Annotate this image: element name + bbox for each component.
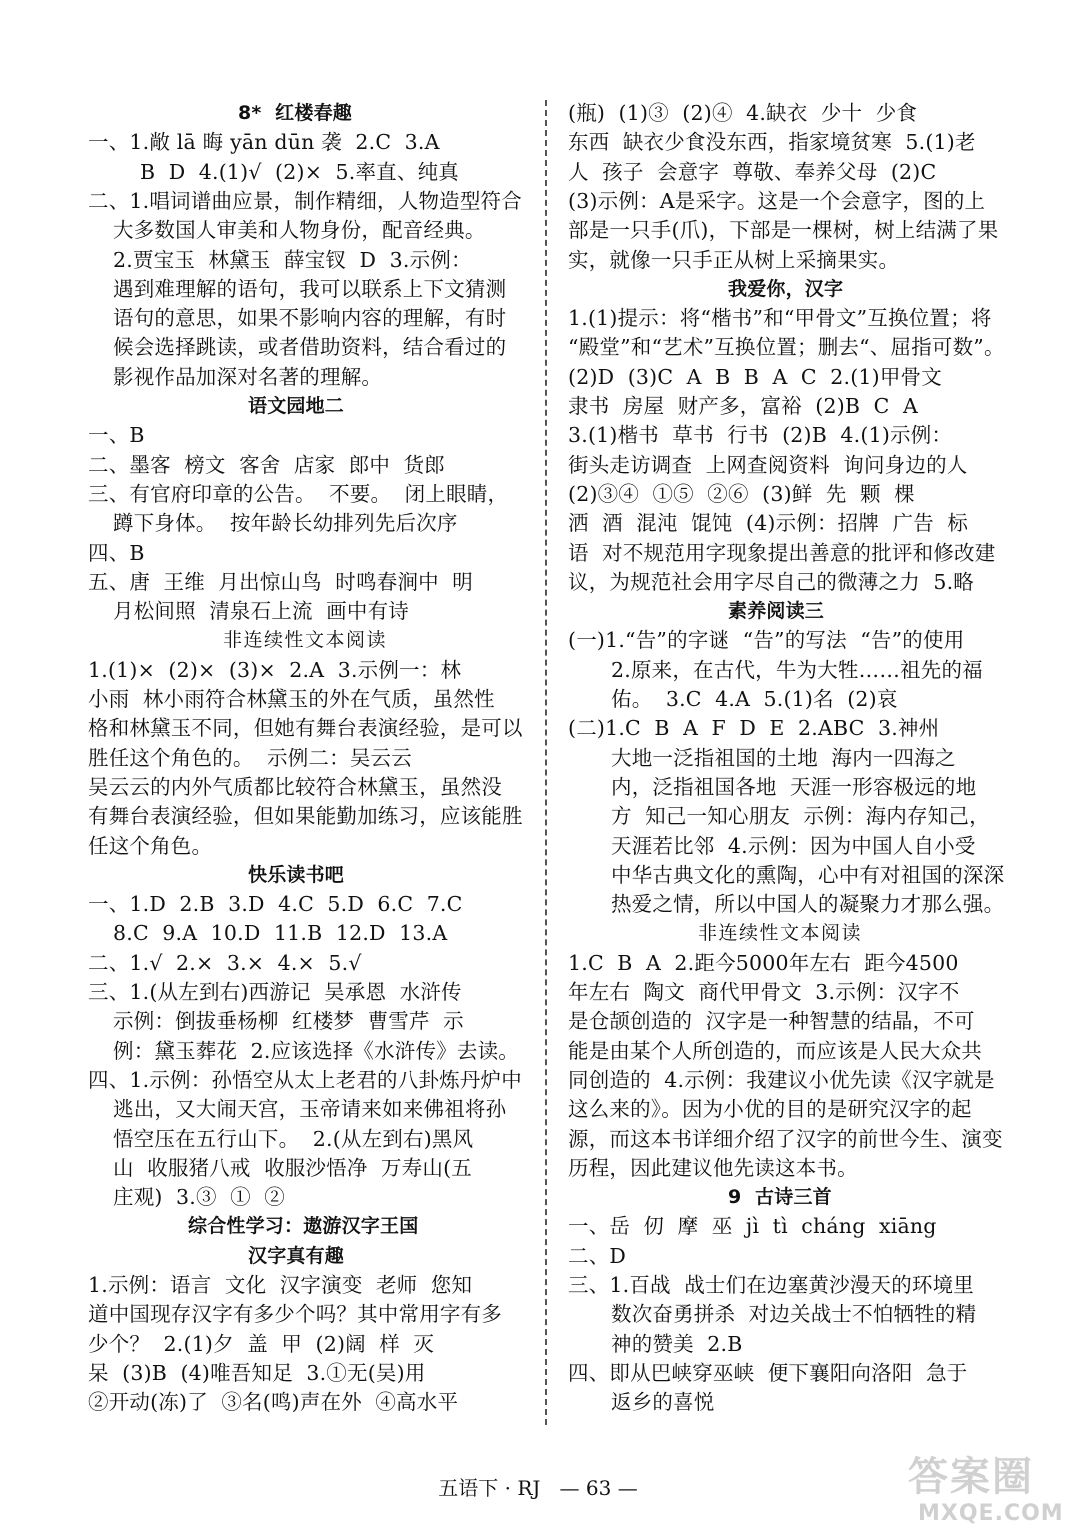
subsection-heading: 非连续性文本阅读 [698,922,863,945]
answer-line: (2)D (3)C A B B A C 2.(1)甲骨文 [568,364,942,389]
answer-line: 数次奋勇拼杀 对边关战士不怕牺牲的精 [611,1302,977,1327]
answer-line: 格和林黛玉不同，但她有舞台表演经验，是可以 [88,716,523,741]
answer-line: 人 孩子 会意字 尊敬、奉养父母 (2)C [568,159,937,184]
answer-line: 源，而这本书详细介绍了汉字的前世今生、演变 [568,1126,1003,1151]
answer-line: “殿堂”和“艺术”互换位置；删去“、屈指可数”。 [568,335,1005,360]
answer-line: 实，就像一只手正从树上采摘果实。 [568,247,900,272]
answer-line: 遇到难理解的语句，我可以联系上下文猜测 [113,276,507,301]
answer-line: 一、B [88,423,145,448]
answer-line: 二、D [568,1243,627,1268]
answer-line: 五、唐 王维 月出惊山鸟 时鸣春涧中 明 [88,569,473,594]
section-heading: 语文园地二 [248,395,345,417]
answer-line: 道中国现存汉字有多少个吗？其中常用字有多 [88,1302,502,1327]
answer-line: 年左右 陶文 商代甲骨文 3.示例：汉字不 [568,980,960,1004]
section-heading: 9 古诗三首 [728,1186,832,1209]
answer-line: 大多数国人审美和人物身份，配音经典。 [113,218,486,243]
answer-line: 任这个角色。 [88,833,213,858]
answer-line: 二、1.√ 2.× 3.× 4.× 5.√ [88,950,362,975]
answer-line: 蹲下身体。 按年龄长幼排列先后次序 [113,511,458,536]
answer-line: 同创造的 4.示例：我建议小优先读《汉字就是 [568,1067,995,1092]
section-heading: 我爱你，汉字 [728,277,844,300]
answer-line: 一、1.敞 lā 晦 yān dūn 袭 2.C 3.A [88,130,440,155]
answer-line: 议，为规范社会用字尽自己的微薄之力 5.略 [568,569,974,594]
answer-line: 示例：倒拔垂杨柳 红楼梦 曹雪芹 示 [113,1009,464,1034]
answer-line: 方 知己一知心朋友 示例：海内存知己， [611,804,990,829]
answer-line: 悟空压在五行山下。 2.(从左到右)黑风 [113,1126,474,1151]
section-heading: 汉字真有趣 [248,1244,345,1267]
answer-line: 2.贾宝玉 林黛玉 薛宝钗 D 3.示例： [113,247,472,272]
subsection-heading: 非连续性文本阅读 [223,629,388,652]
answer-line: 语 对不规范用字现象提出善意的批评和修改建 [568,540,996,565]
answer-line: 山 收服猪八戒 收服沙悟净 万寿山(五 [113,1155,472,1180]
answer-line: 街头走访调查 上网查阅资料 询问身边的人 [568,452,968,477]
answer-line: 候会选择跳读，或者借助资料，结合看过的 [113,335,507,360]
answer-line: 呆 (3)B (4)唯吾知足 3.①无(吴)用 [88,1360,426,1385]
answer-line: 庄观) 3.③ ① ② [113,1185,285,1210]
answer-line: ②开动(冻)了 ③名(鸣)声在外 ④高水平 [88,1390,459,1415]
answer-line: 东西 缺衣少食没东西，指家境贫寒 5.(1)老 [568,130,976,155]
section-heading: 素养阅读三 [728,600,825,623]
answer-line: 一、1.D 2.B 3.D 4.C 5.D 6.C 7.C [88,892,463,917]
answer-line: 部是一只手(爪)，下部是一棵树，树上结满了果 [568,218,999,243]
answer-line: 有舞台表演经验，但如果能勤加练习，应该能胜 [88,804,523,829]
answer-line: 四、即从巴峡穿巫峡 便下襄阳向洛阳 急于 [568,1360,968,1385]
answer-line: 天涯若比邻 4.示例：因为中国人自小受 [611,833,976,858]
answer-line: (一)1.“告”的字谜 “告”的写法 “告”的使用 [568,628,965,653]
answer-line: 洒 酒 混沌 馄饨 (4)示例：招牌 广告 标 [568,511,969,536]
answer-line: 三、1.百战 战士们在边塞黄沙漫天的环境里 [568,1273,974,1297]
answer-line: 隶书 房屋 财产多，富裕 (2)B C A [568,394,918,418]
answer-line: 语句的意思，如果不影响内容的理解，有时 [113,306,507,331]
answer-line: 影视作品加深对名著的理解。 [113,364,383,389]
answer-line: 少个？ 2.(1)夕 盖 甲 (2)阔 样 灭 [88,1331,435,1356]
answer-line: 二、1.唱词谱曲应景，制作精细，人物造型符合 [88,188,522,213]
answer-line: 返乡的喜悦 [611,1390,715,1415]
answer-line: 8.C 9.A 10.D 11.B 12.D 13.A [113,921,448,946]
section-heading: 8* 红楼春趣 [238,102,352,124]
answer-line: (二)1.C B A F D E 2.ABC 3.神州 [568,716,940,741]
answer-line: 2.原来，在古代，牛为大牲……祖先的福 [611,657,983,682]
answer-line: 例：黛玉葬花 2.应该选择《水浒传》去读。 [113,1038,519,1063]
answer-line: (3)示例：A是采字。这是一个会意字，图的上 [568,188,986,213]
answer-line: 大地一泛指祖国的土地 海内一四海之 [611,745,956,770]
answer-line: 四、1.示例：孙悟空从太上老君的八卦炼丹炉中 [88,1067,522,1092]
answer-line: (瓶) (1)③ (2)④ 4.缺衣 少十 少食 [568,101,918,125]
answer-line: 中华古典文化的熏陶，心中有对祖国的深深 [611,862,1005,887]
watermark-text: 答案圈 [908,1454,1034,1500]
answer-line: 热爱之情，所以中国人的凝聚力才那么强。 [611,892,1005,917]
answer-line: 神的赞美 2.B [611,1331,743,1356]
page-label: 五语下 · RJ [438,1476,541,1500]
answer-line: 1.(1)× (2)× (3)× 2.A 3.示例一：林 [88,657,462,682]
answer-line: 一、岳 仞 摩 巫 jì tì cháng xiāng [568,1214,937,1239]
watermark-logo [908,1445,1068,1531]
answer-line: 历程，因此建议他先读这本书。 [568,1155,858,1180]
answer-line: 二、墨客 榜文 客舍 店家 郎中 货郎 [88,452,445,477]
answer-line: 佑。 3.C 4.A 5.(1)名 (2)哀 [611,687,898,711]
section-heading: 快乐读书吧 [248,863,345,886]
answer-line: 四、B [88,540,145,565]
answer-line: 三、1.(从左到右)西游记 吴承恩 水浒传 [88,980,462,1004]
answer-line: B D 4.(1)√ (2)× 5.率直、纯真 [140,159,459,184]
answer-line: 胜任这个角色的。 示例二：吴云云 [88,745,412,770]
section-heading: 综合性学习：遨游汉字王国 [188,1215,419,1238]
answer-line: 三、有官府印章的公告。 不要。 闭上眼睛， [88,481,509,506]
answer-line: 1.示例：语言 文化 汉字演变 老师 您知 [88,1273,473,1297]
answer-line: 月松间照 清泉石上流 画中有诗 [113,599,409,624]
answer-line: 是仓颉创造的 汉字是一种智慧的结晶，不可 [568,1009,975,1034]
page-number: — 63 — [559,1476,638,1500]
answer-line: 内，泛指祖国各地 天涯一形容极远的地 [611,774,977,799]
answer-line: (2)③④ ①⑤ ②⑥ (3)鲜 先 颗 棵 [568,481,915,506]
answer-line: 小雨 林小雨符合林黛玉的外在气质，虽然性 [88,687,495,711]
answer-line: 这么来的》。因为小优的目的是研究汉字的起 [568,1097,972,1122]
answer-line: 1.(1)提示：将“楷书”和“甲骨文”互换位置；将 [568,306,992,331]
answer-line: 1.C B A 2.距今5000年左右 距今4500 [568,950,959,975]
answer-line: 逃出，又大闹天宫，玉帝请来如来佛祖将孙 [113,1097,507,1122]
answer-line: 3.(1)楷书 草书 行书 (2)B 4.(1)示例： [568,423,953,448]
column-divider [545,100,547,1425]
answer-line: 吴云云的内外气质都比较符合林黛玉，虽然没 [88,774,502,799]
answer-line: 能是由某个人所创造的，而应该是人民大众共 [568,1038,982,1063]
watermark-url: MXQE.COM [918,1501,1064,1526]
